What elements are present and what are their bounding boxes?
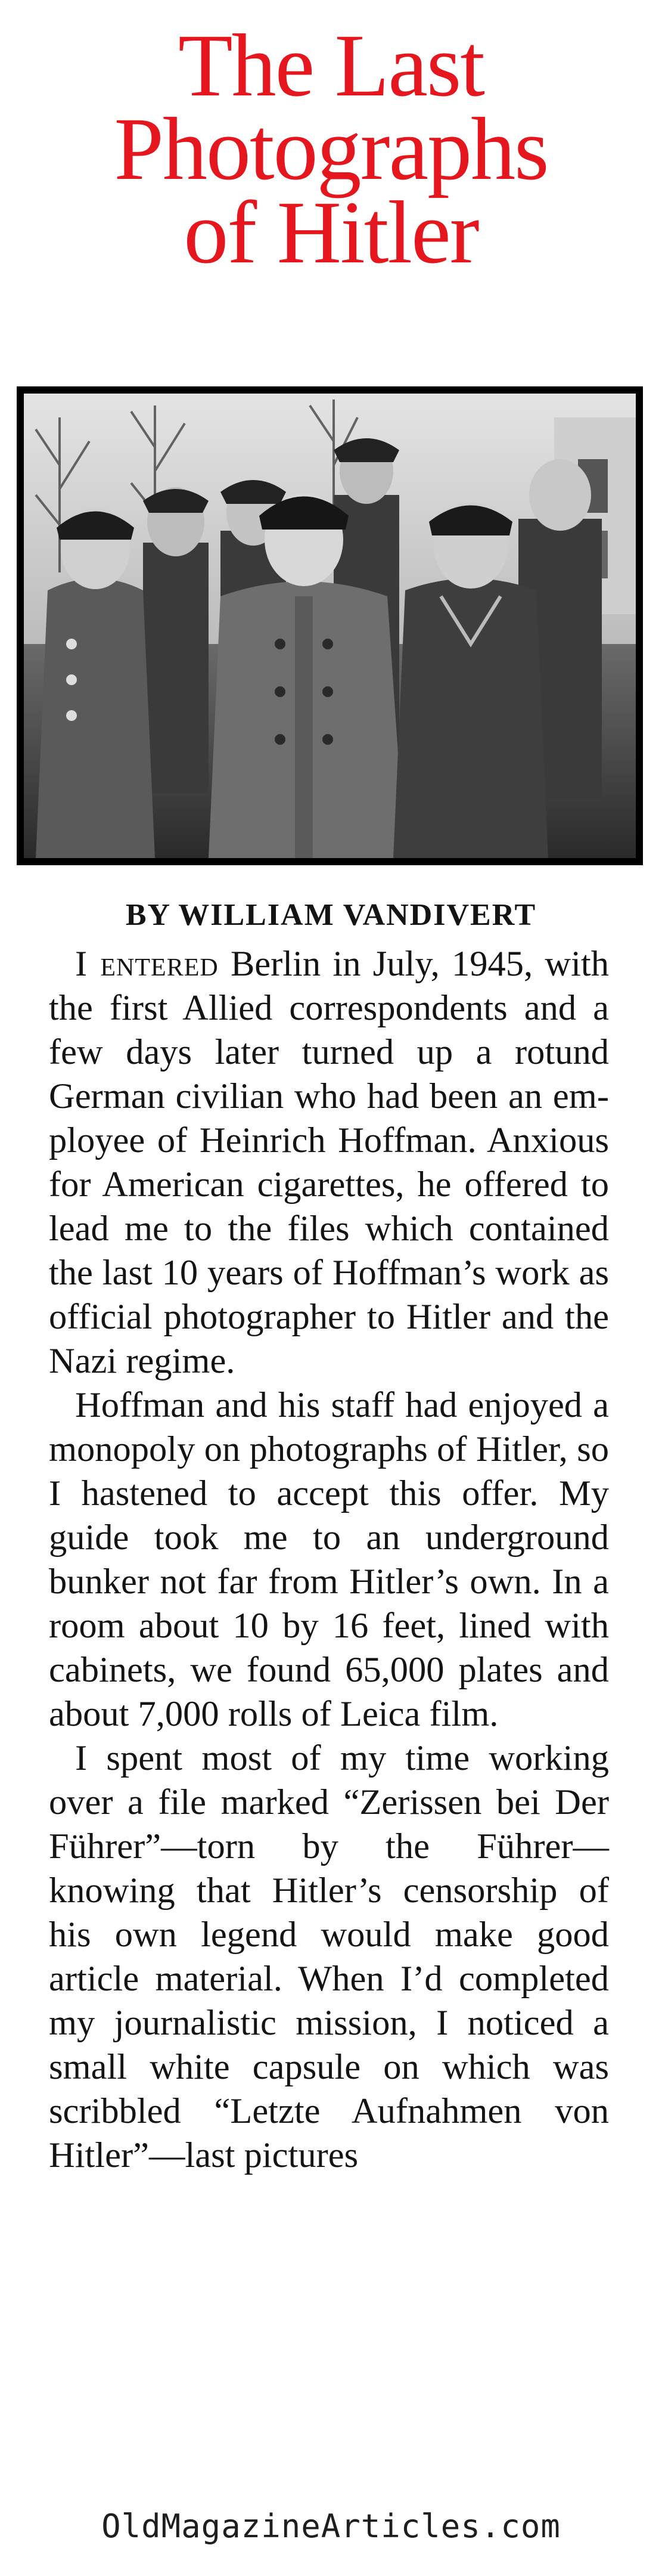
paragraph-text: I spent most of my time working over a file marked “Zerissen bei Der Führer”—torn by the Führer—knowing that Hitler’s censorship of his own legend would make good article material. When I’d completed my journalistic mission, I noticed a small white capsule on which was scribbled “Letzte Aufnahmen von Hitler”—last pictures (49, 1738, 609, 2175)
title-line: of Hitler (184, 183, 478, 282)
title-line: The Last (178, 16, 484, 115)
title-line: Photographs (114, 100, 548, 199)
article-photo (17, 386, 643, 865)
article-paragraph (49, 942, 609, 1383)
article-paragraph (49, 1736, 609, 2178)
lead-in: I entered (75, 944, 219, 984)
paragraph-text: Berlin in July, 1945, with the first Allied correspondents and a few days later turned up a rotund German civilian who had been an employee of Heinrich Hoffman. Anxious for American cigarettes, he offered to lead me to the files which contained the last 10 years of Hoffman’s work as official photographer to Hitler and the Nazi regime. (49, 944, 609, 1381)
photo-illustration (24, 394, 636, 858)
paragraph-text: Hoffman and his staff had enjoyed a monopoly on photographs of Hitler, so I hastened to accept this offer. My guide took me to an underground bunker not far from Hitler’s own. In a room about 10 by 16 feet, lined with cabinets, we found 65,000 plates and about 7,000 rolls of Leica film. (49, 1385, 609, 1734)
site-watermark: OldMagazineArticles.com (101, 2507, 561, 2545)
article-body (49, 942, 609, 2178)
article-paragraph (49, 1383, 609, 1736)
byline: BY WILLIAM VANDIVERT (125, 898, 537, 932)
article-title (0, 16, 662, 282)
